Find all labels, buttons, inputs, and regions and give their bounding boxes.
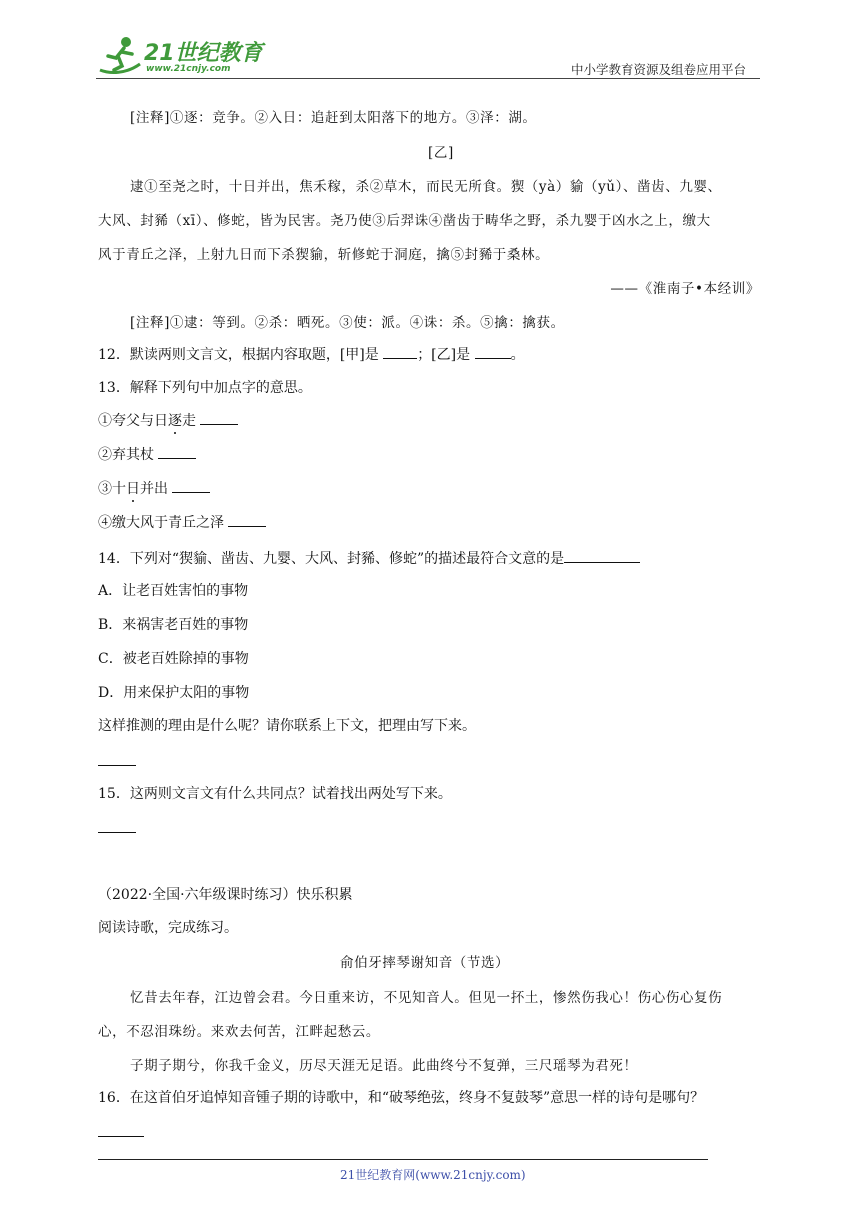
logo-text: 21世纪教育: [144, 41, 263, 66]
poem-line: 忆昔去年春，江边曾会君。今日重来访，不见知音人。但见一抔土，惨然伤我心！伤心伤心复伤: [130, 990, 723, 1006]
q12-text: 。: [510, 347, 525, 363]
item-text: 并出: [140, 481, 173, 497]
footer-text[interactable]: 21世纪教育网(www.21cnjy.com): [340, 1168, 526, 1182]
poem-line: 子期子期兮，你我千金义，历尽天涯无足语。此曲终兮不复弹，三尺瑶琴为君死！: [130, 1058, 638, 1074]
option-b[interactable]: B．来祸害老百姓的事物: [98, 617, 249, 633]
logo-url: www.21cnjy.com: [146, 64, 231, 74]
passage-b-line: 逮①至尧之时，十日并出，焦禾稼，杀②草木，而民无所食。猰（yà）貐（yǔ）、凿齿、九婴、: [130, 179, 722, 195]
question-16-title: 16．在这首伯牙追悼知音锺子期的诗歌中，和“破琴绝弦，终身不复鼓琴”意思一样的诗句是哪句？: [98, 1090, 705, 1106]
answer-line[interactable]: [98, 765, 136, 766]
item-text: ③十: [98, 481, 126, 497]
poem-title: 俞伯牙摔琴谢知音（节选）: [340, 955, 510, 971]
q12-blank-a[interactable]: [383, 346, 417, 359]
dotted-char: 日: [126, 478, 140, 498]
item-text: ④: [98, 515, 112, 531]
option-a[interactable]: A．让老百姓害怕的事物: [98, 583, 249, 599]
answer-blank[interactable]: [200, 412, 238, 425]
answer-blank[interactable]: [228, 514, 266, 527]
answer-blank[interactable]: [158, 446, 196, 459]
passage-b-source: ——《淮南子•本经训》: [610, 281, 760, 297]
logo-icon: [96, 34, 144, 76]
passage-b-line: 风于青丘之泽，上射九日而下杀猰貐，斩修蛇于洞庭，擒⑤封豨于桑林。: [98, 247, 550, 263]
answer-line[interactable]: [98, 1136, 144, 1137]
question-14-title: [98, 548, 640, 568]
q14-followup: 这样推测的理由是什么呢？请你联系上下文，把理由写下来。: [98, 718, 476, 734]
answer-blank[interactable]: [172, 480, 210, 493]
passage-b-title: [乙]: [428, 145, 454, 161]
passage-b-note: [注释]①逮：等到。②杀：晒死。③使：派。④诛：杀。⑤擒：擒获。: [130, 315, 565, 331]
q12-text: 12．默读两则文言文，根据内容取题，[甲]是: [98, 347, 384, 363]
answer-blank[interactable]: [564, 550, 640, 563]
platform-name: 中小学教育资源及组卷应用平台: [571, 62, 747, 77]
q12-blank-b[interactable]: [475, 346, 511, 359]
option-d[interactable]: D．用来保护太阳的事物: [98, 685, 250, 701]
passage-b-line: 大风、封豨（xī）、修蛇，皆为民害。尧乃使③后羿诛④凿齿于畴华之野，杀九婴于凶水之上，缴大: [98, 213, 711, 229]
question-13-item: [98, 410, 238, 430]
header-rule: [96, 78, 760, 79]
question-13-item: [98, 512, 266, 532]
answer-line[interactable]: [98, 832, 136, 833]
item-text: ②: [98, 447, 112, 463]
section-source: （2022·全国·六年级课时练习）快乐积累: [98, 887, 353, 903]
option-c[interactable]: C．被老百姓除掉的事物: [98, 651, 249, 667]
question-13-title: 13．解释下列句中加点字的意思。: [98, 380, 312, 396]
poem-line: 心，不忍泪珠纷。来欢去何苦，江畔起愁云。: [98, 1024, 380, 1040]
question-15-title: 15．这两则文言文有什么共同点？试着找出两处写下来。: [98, 786, 452, 802]
item-text: 走: [182, 413, 201, 429]
item-text: 缴大风于青丘之泽: [112, 515, 229, 531]
q14-text: 14．下列对“猰貐、凿齿、九婴、大风、封豨、修蛇”的描述最符合文意的是: [98, 551, 565, 567]
question-12: [98, 344, 525, 364]
footer-rule: [98, 1159, 708, 1160]
question-13-item: [98, 444, 196, 464]
item-text: 弃其杖: [112, 447, 159, 463]
item-text: ①夸父与日: [98, 413, 168, 429]
question-13-item: [98, 478, 210, 498]
passage-a-note: [注释]①逐：竞争。②入日：追赶到太阳落下的地方。③泽：湖。: [130, 110, 537, 126]
dotted-char: 逐: [168, 410, 182, 430]
q12-text: ；[乙]是: [417, 347, 475, 363]
section-instruction: 阅读诗歌，完成练习。: [98, 920, 238, 936]
